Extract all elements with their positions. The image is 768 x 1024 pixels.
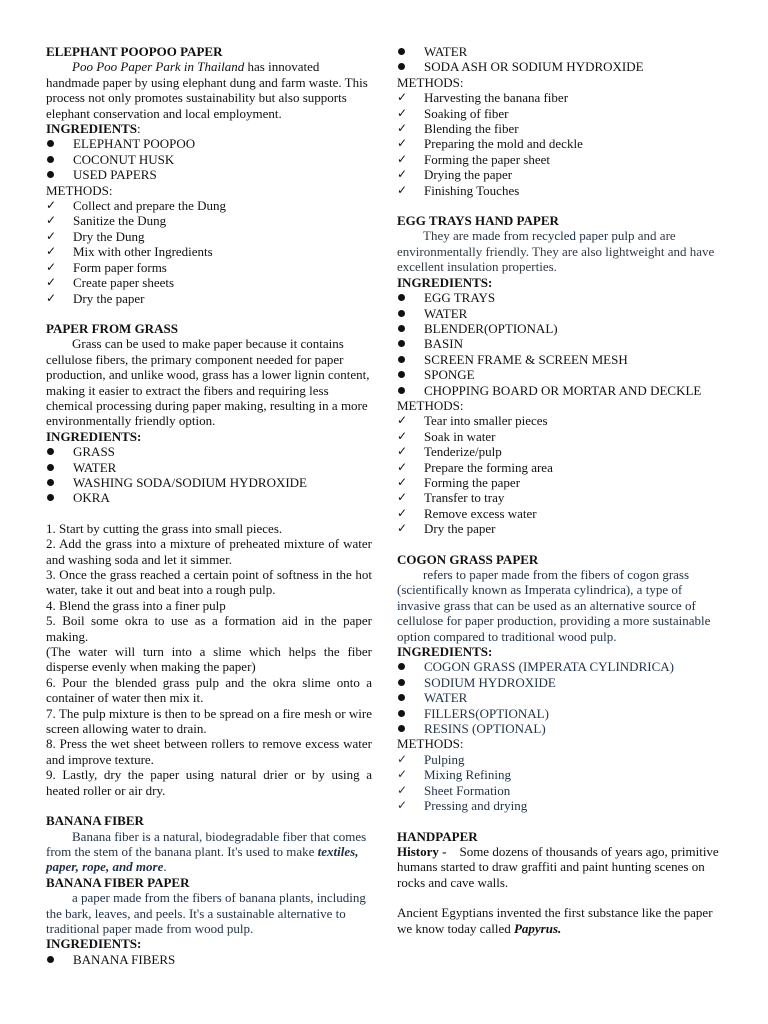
section-intro: [46, 59, 372, 121]
intro-highlight: made from recycled paper pulp: [472, 228, 635, 244]
section-title: COGON GRASS PAPER: [397, 551, 539, 567]
section-title: PAPER FROM GRASS: [46, 320, 178, 336]
list-item: WATER: [397, 44, 719, 59]
ingredients-label: INGREDIENTS:: [46, 428, 142, 444]
section-intro: Banana fiber is a natural, biodegradable fiber that comes from the stem of the banana plant. It's used to make textiles, paper, rope, and more.: [46, 828, 367, 875]
ingredients-list: [46, 952, 372, 967]
step-item: 8. Press the wet sheet between rollers to remove excess water and improve texture.: [46, 736, 372, 767]
egypt-paragraph: Ancient Egyptians invented the first substance like the paper we know today called Papyrus.: [397, 905, 713, 936]
list-item: SCREEN FRAME & SCREEN MESH: [397, 352, 719, 367]
list-item: COCONUT HUSK: [46, 152, 372, 167]
list-item: WATER: [397, 690, 719, 705]
ingredients-list: [397, 44, 719, 75]
ingredients-list: [397, 659, 719, 736]
list-item: SODIUM HYDROXIDE: [397, 675, 719, 690]
section-paper-from-grass: [46, 321, 372, 798]
list-item: ✓ Dry the paper: [397, 521, 719, 536]
ingredients-label: INGREDIENTS:: [397, 274, 493, 290]
section-title: BANANA FIBER PAPER: [46, 874, 190, 890]
list-item: OKRA: [46, 490, 372, 505]
left-column: [46, 44, 372, 967]
methods-label: METHODS:: [397, 736, 464, 752]
list-item: EGG TRAYS: [397, 290, 719, 305]
list-item: WATER: [397, 306, 719, 321]
step-item: 5. Boil some okra to use as a formation aid in the paper making.: [46, 613, 372, 644]
list-item: ✓ Sheet Formation: [397, 783, 719, 798]
methods-label: METHODS:: [46, 182, 113, 198]
section-cogon-grass-paper: [397, 552, 719, 814]
intro-text: has innovated handmade paper by using elephant dung and farm waste. This process not only promotes sustainability but also supports elephant conservation and local employment.: [46, 59, 368, 121]
list-item: RESINS (OPTIONAL): [397, 721, 719, 736]
ingredients-label: INGREDIENTS:: [397, 644, 493, 660]
section-intro: They are made from recycled paper pulp and are environmentally friendly. They are also lightweight and have excellent insulation properties.: [397, 228, 715, 275]
step-item: 3. Once the grass reached a certain point of softness in the hot water, take it out and beat into a rough pulp.: [46, 567, 372, 598]
list-item: SPONGE: [397, 367, 719, 382]
list-item: USED PAPERS: [46, 167, 372, 182]
list-item: SODA ASH OR SODIUM HYDROXIDE: [397, 59, 719, 74]
list-item: ELEPHANT POOPOO: [46, 136, 372, 151]
list-item: ✓ Pulping: [397, 752, 719, 767]
list-item: BASIN: [397, 336, 719, 351]
list-item: ✓ Dry the Dung: [46, 229, 372, 244]
list-item: ✓ Create paper sheets: [46, 275, 372, 290]
section-title: HANDPAPER: [397, 828, 478, 844]
section-banana-fiber-paper: [46, 875, 372, 967]
section-handpaper: [397, 828, 722, 936]
ingredients-label: INGREDIENTS:: [46, 936, 142, 952]
list-item: WATER: [46, 460, 372, 475]
section-intro: Grass can be used to make paper because it contains cellulose fibers, the primary component needed for paper production, and unlike wood, grass has a lower lignin content, making it easier to extract the fibers and requiring less chemical processing during paper making, resulting in a more environmentally friendly option.: [46, 336, 370, 429]
ingredients-list: [397, 290, 719, 398]
ingredients-list: [46, 136, 372, 182]
section-title: ELEPHANT POOPOO PAPER: [46, 44, 223, 59]
step-item: (The water will turn into a slime which helps the fiber disperse evenly when making the paper): [46, 644, 372, 675]
list-item: ✓ Finishing Touches: [397, 183, 719, 198]
list-item: ✓ Tenderize/pulp: [397, 444, 719, 459]
section-banana-fiber: [46, 813, 372, 875]
right-column: [397, 44, 722, 936]
step-item: 4. Blend the grass into a finer pulp: [46, 597, 226, 613]
list-item: ✓ Remove excess water: [397, 506, 719, 521]
list-item: ✓ Mix with other Ingredients: [46, 244, 372, 259]
list-item: WASHING SODA/SODIUM HYDROXIDE: [46, 475, 372, 490]
methods-list: [397, 90, 719, 198]
methods-list: [397, 413, 719, 536]
intro-emphasis: textiles, paper, rope, and more: [46, 843, 359, 875]
section-intro: refers to paper made from the fibers of cogon grass (scientifically known as Imperata cylindrica), a type of invasive grass that can be used as an alternative source of cellulose for paper production, providing a more sustainable option compared to traditional wood pulp.: [397, 567, 711, 644]
list-item: ✓ Prepare the forming area: [397, 460, 719, 475]
section-title: EGG TRAYS HAND PAPER: [397, 213, 559, 229]
list-item: ✓ Pressing and drying: [397, 798, 719, 813]
history-paragraph: History - Some dozens of thousands of years ago, primitive humans started to draw graffiti and paint hunting scenes on rocks and cave walls.: [397, 843, 722, 890]
list-item: BANANA FIBERS: [46, 952, 372, 967]
intro-italic: Poo Poo Paper Park in Thailand: [72, 59, 245, 75]
ingredients-list: [46, 444, 372, 506]
section-banana-fiber-paper-continued: [397, 44, 719, 198]
step-item: 6. Pour the blended grass pulp and the okra slime onto a container of water then mix it.: [46, 674, 372, 706]
section-elephant-poopoo-paper: [46, 44, 372, 306]
step-item: 1. Start by cutting the grass into small pieces.: [46, 520, 283, 536]
list-item: COGON GRASS (IMPERATA CYLINDRICA): [397, 659, 719, 674]
list-item: ✓ Preparing the mold and deckle: [397, 136, 719, 151]
section-title: BANANA FIBER: [46, 813, 144, 829]
step-item: 7. The pulp mixture is then to be spread on a fire mesh or wire screen allowing water to drain.: [46, 705, 372, 737]
methods-list: [46, 198, 372, 306]
papyrus-term: Papyrus.: [513, 920, 562, 936]
list-item: ✓ Harvesting the banana fiber: [397, 90, 719, 105]
methods-list: [397, 752, 719, 814]
ingredients-label: INGREDIENTS:: [46, 121, 141, 137]
list-item: ✓ Blending the fiber: [397, 121, 719, 136]
list-item: ✓ Forming the paper sheet: [397, 152, 719, 167]
steps-list: [46, 521, 372, 798]
list-item: ✓ Mixing Refining: [397, 767, 719, 782]
list-item: FILLERS(OPTIONAL): [397, 706, 719, 721]
list-item: ✓ Sanitize the Dung: [46, 213, 372, 228]
methods-label: METHODS:: [397, 74, 464, 90]
step-item: 2. Add the grass into a mixture of preheated mixture of water and washing soda and let it simmer.: [46, 536, 372, 567]
list-item: CHOPPING BOARD OR MORTAR AND DECKLE: [397, 383, 719, 398]
list-item: ✓ Tear into smaller pieces: [397, 413, 719, 428]
methods-label: METHODS:: [397, 397, 464, 413]
list-item: ✓ Transfer to tray: [397, 490, 719, 505]
step-item: 9. Lastly, dry the paper using natural drier or by using a heated roller or air dry.: [46, 767, 372, 798]
list-item: BLENDER(OPTIONAL): [397, 321, 719, 336]
list-item: ✓ Soak in water: [397, 429, 719, 444]
list-item: ✓ Collect and prepare the Dung: [46, 198, 372, 213]
list-item: ✓ Forming the paper: [397, 475, 719, 490]
list-item: ✓ Dry the paper: [46, 291, 372, 306]
section-intro: a paper made from the fibers of banana plants, including the bark, leaves, and peels. It's a sustainable alternative to traditional paper made from wood pulp.: [46, 890, 366, 936]
list-item: ✓ Form paper forms: [46, 260, 372, 275]
section-egg-trays-hand-paper: [397, 213, 719, 537]
list-item: ✓ Drying the paper: [397, 167, 719, 182]
history-label: History -: [397, 843, 447, 859]
list-item: ✓ Soaking of fiber: [397, 106, 719, 121]
list-item: GRASS: [46, 444, 372, 459]
